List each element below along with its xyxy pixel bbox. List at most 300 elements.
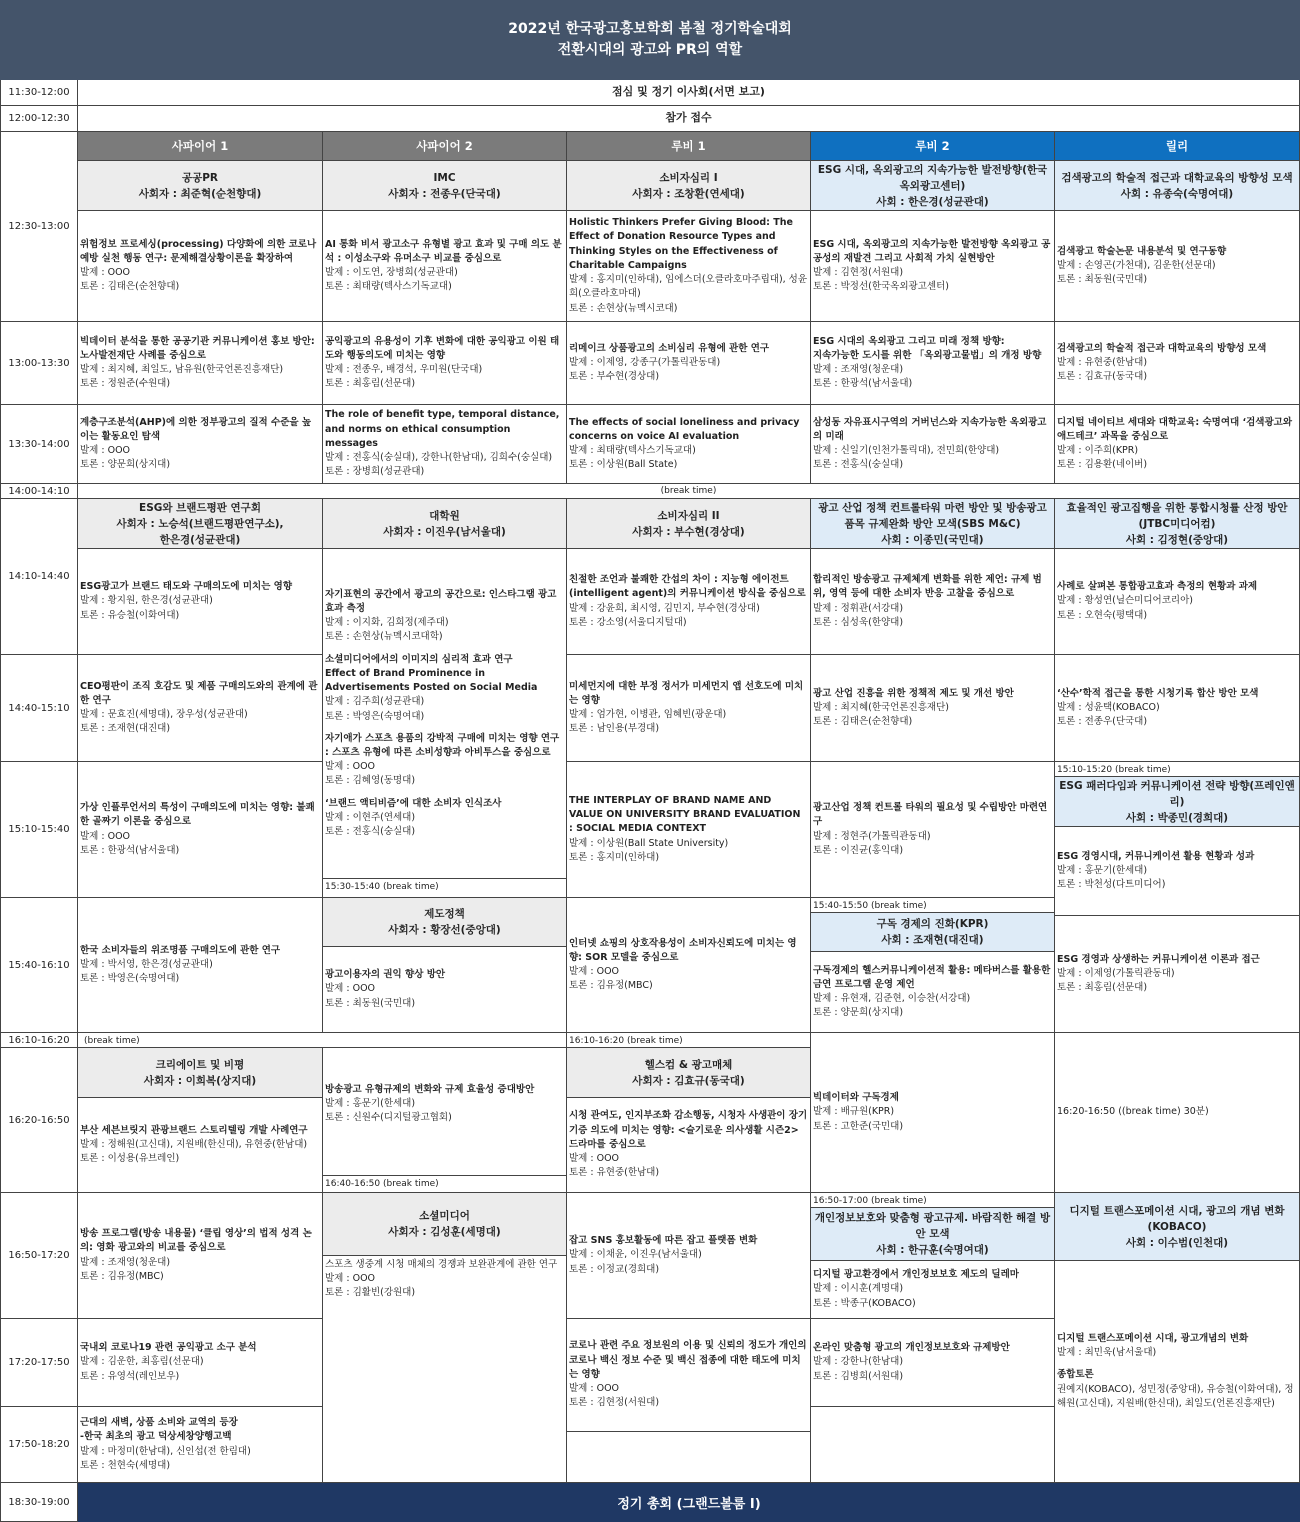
time-slot: 18:30-19:00 (0, 1483, 78, 1522)
paper-title: 국내외 코로나19 관련 공익광고 소구 분석 (80, 1342, 257, 1354)
presentation (567, 655, 811, 762)
page-title: 2022년 한국광고홍보학회 봄철 정기학술대회 (508, 21, 792, 37)
paper-title: 방송광고 유형규제의 변화와 규제 효율성 증대방안 (325, 1083, 535, 1095)
session-header (567, 161, 811, 211)
presenter: 발제 : 조재영(청운대) (80, 1256, 171, 1268)
presentation (323, 322, 567, 405)
discussant: 토론 : 김용환(네이버) (1057, 459, 1148, 471)
break-row (323, 1176, 567, 1193)
presenter: 발제 : 배규원(KPR) (813, 1106, 895, 1118)
time-slot: 15:10-15:40 (0, 762, 78, 898)
paper-subtitle: -한국 최초의 광고 덕상세창양행고백 (80, 1431, 232, 1443)
paper-title: 공익광고의 유용성이 기후 변화에 대한 공익광고 이원 태도와 행동의도에 미치는 영향 (325, 335, 560, 361)
presenter: 발제 : 정해원(고신대), 지원배(한신대), 유현중(한남대) (80, 1138, 308, 1150)
presentation (323, 1033, 567, 1176)
discussant: 토론 : 부수현(경상대) (569, 371, 660, 383)
moderator: 사회자 : 노승석(브랜드평판연구소), (116, 517, 284, 530)
paper-title: 디지털 네이티브 세대와 대학교육: 숙명여대 ‘검색광고와 애드테크’ 과목을 중심으로 (1057, 416, 1293, 442)
moderator: 사회 : 이종민(국민대) (881, 533, 984, 546)
presenter: 발제 : OOO (569, 1383, 620, 1395)
time-slot: 14:00-14:10 (0, 484, 78, 499)
paper-title: 사례로 살펴본 통합광고효과 측정의 현황과 과제 (1057, 581, 1258, 593)
track-header: 사파이어 1 (78, 132, 323, 161)
paper-title: 스포츠 생중계 시청 매체의 경쟁과 보완관계에 관한 연구 (325, 1259, 558, 1270)
presenter: 발제 : 전홍식(숭실대), 강한나(한남대), 김희수(숭실대) (325, 452, 553, 464)
session-header (323, 1193, 567, 1256)
session-title: 헬스컴 & 광고매체 (644, 1058, 733, 1071)
session-title: 개인정보보호와 맞춤형 광고규제. 바람직한 해결 방안 모색 (814, 1212, 1051, 1240)
break-label: 15:30-15:40 (break time) (325, 882, 439, 892)
presenter: 발제 : 이주희(KPR) (1057, 445, 1139, 456)
time-slot: 16:50-17:20 (0, 1193, 78, 1319)
paper-title: 합리적인 방송광고 규제체계 변화를 위한 제언: 규제 범위, 영역 등에 대한 소비자 반응 고찰을 중심으로 (813, 574, 1042, 600)
presentation (78, 655, 323, 762)
presenter: 발제 : 문효진(세명대), 장우성(성균관대) (80, 709, 248, 720)
discussant: 토론 : 김활빈(강원대) (325, 1287, 416, 1299)
presenter: 발제 : 유현중(한남대) (1057, 356, 1148, 368)
paper-title: Holistic Thinkers Prefer Giving Blood: The Effect of Donation Resource Types and Thinking Styles on the Effectiveness of Charitable Campaigns (569, 217, 793, 271)
session-title: 효율적인 광고집행을 위한 통합시청률 산정 방안(JTBC미디어컴) (1066, 501, 1288, 530)
time-slot: 12:00-12:30 (0, 106, 78, 132)
presenter: 발제 : 정휘관(서강대) (813, 602, 904, 614)
presentation (811, 322, 1055, 405)
session-header (323, 161, 567, 211)
paper-title: 광고이용자의 권익 향상 방안 (325, 969, 446, 981)
discussant: 토론 : 심성욱(한양대) (813, 616, 904, 628)
break-label: 16:20-16:50 ((break time) 30분) (1057, 1106, 1209, 1118)
paper-subtitle: 지속가능한 도시를 위한 「옥외광고물법」의 개정 방향 (813, 349, 1042, 361)
paper-title: 디지털 트랜스포메이션 시대, 광고개념의 변화 (1057, 1332, 1249, 1344)
presenter: 발제 : 이현주(연세대) (325, 811, 416, 823)
discussant: 토론 : 오현숙(평택대) (1057, 609, 1148, 621)
presentation (811, 1319, 1055, 1407)
presenter: 발제 : 김주희(성균관대) (325, 696, 425, 708)
presenter: 발제 : 전종우, 배경석, 우미원(단국대) (325, 364, 483, 375)
discussant: 토론 : 이정교(경희대) (569, 1263, 660, 1275)
paper-title: 인터넷 쇼핑의 상호작용성이 소비자신뢰도에 미치는 영향: SOR 모델을 중심으로 (569, 937, 797, 963)
break-row (1055, 762, 1300, 777)
break-cell (1055, 1033, 1300, 1193)
paper-title: 온라인 맞춤형 광고의 개인정보보호와 규제방안 (813, 1342, 1010, 1354)
session-title: 구독 경제의 진화(KPR) (876, 918, 989, 930)
discussant: 토론 : 김유정(MBC) (569, 980, 653, 992)
paper-title: 리메이크 상품광고의 소비심리 유형에 관한 연구 (569, 342, 770, 354)
registration-row (78, 106, 1300, 132)
session-header (1055, 777, 1300, 827)
session-header (811, 913, 1055, 952)
general-discussion-label: 종합토론 (1057, 1369, 1094, 1381)
paper-title: 한국 소비자들의 위조명품 구매의도에 관한 연구 (80, 944, 281, 956)
moderator: 사회 : 한규훈(숙명여대) (876, 1244, 989, 1256)
presentation (567, 549, 811, 655)
discussant: 토론 : 천현숙(세명대) (80, 1459, 171, 1471)
paper-title: ESG 경영시대, 커뮤니케이션 활용 현황과 성과 (1057, 850, 1255, 862)
session-header (78, 499, 323, 549)
presenter: 발제 : 최민욱(남서울대) (1057, 1347, 1157, 1359)
page-header (0, 0, 1300, 80)
session-title: IMC (433, 171, 456, 184)
paper-title: 빅데이터 분석을 통한 공공기관 커뮤니케이션 홍보 방안: 노사발전재단 사례를 중심으로 (80, 335, 315, 361)
paper-title: 삼성동 자유표시구역의 거버넌스와 지속가능한 옥외광고의 미래 (813, 416, 1047, 442)
discussant: 토론 : 김효규(동국대) (1057, 371, 1148, 383)
presentation (78, 322, 323, 405)
session-title: ESG와 브랜드평판 연구회 (139, 501, 261, 514)
moderator: 사회 : 조재현(대진대) (881, 934, 984, 946)
paper-title: 근대의 새벽, 상품 소비와 교역의 등장 (80, 1417, 238, 1429)
empty-cell (567, 1432, 811, 1483)
paper-title: 검색광고 학술논문 내용분석 및 연구동향 (1057, 245, 1227, 257)
presenter: 발제 : 성윤택(KOBACO) (1057, 701, 1160, 713)
discussant: 토론 : 김현정(서원대) (569, 1397, 660, 1409)
presentation (1055, 549, 1300, 655)
presentation (567, 211, 811, 322)
moderator: 사회자 : 전종우(단국대) (388, 187, 501, 200)
paper-title: ESG 시대, 옥외광고의 지속가능한 발전방향 옥외광고 공공성의 재발견 그리고 사회적 가치 실현방안 (813, 238, 1051, 264)
time-slot: 15:40-16:10 (0, 898, 78, 1033)
time-slot: 14:10-14:40 (0, 499, 78, 655)
presentation (78, 1193, 323, 1319)
discussant: 토론 : 고한준(국민대) (813, 1120, 904, 1132)
track-header: 릴리 (1055, 132, 1300, 161)
presentation (811, 1033, 1055, 1193)
session-header (1055, 161, 1300, 211)
presenter: 발제 : 강윤희, 최시영, 김민지, 부수현(경상대) (569, 602, 760, 614)
presenter: 발제 : 유현재, 김준현, 이승찬(서강대) (813, 993, 971, 1004)
paper-title: The role of benefit type, temporal distance, and norms on ethical consumption messages (325, 409, 560, 449)
presentation (811, 549, 1055, 655)
paper-title: ESG광고가 브랜드 태도와 구매의도에 미치는 영향 (80, 581, 293, 593)
discussant: 토론 : 정원준(수원대) (80, 378, 171, 390)
paper-title: 시청 관여도, 인지부조화 감소행동, 시청자 사생관이 장기기증 의도에 미치는 영향: <슬기로운 의사생활 시즌2> 드라마를 중심으로 (569, 1110, 808, 1150)
presentation (78, 762, 323, 898)
spacer (325, 724, 564, 732)
break-row (323, 879, 567, 898)
session-header (78, 161, 323, 211)
presentation (78, 549, 323, 655)
presenter: 발제 : 엄가현, 이병관, 임혜빈(광운대) (569, 709, 727, 720)
moderator: 사회 : 이수범(인천대) (1125, 1236, 1229, 1249)
presentation (323, 405, 567, 484)
lunch-label: 점심 및 정기 이사회(서면 보고) (612, 85, 765, 99)
presentation (1055, 405, 1300, 484)
session-header (811, 499, 1055, 549)
presenter: 발제 : 이시훈(계명대) (813, 1283, 904, 1295)
time-slot: 16:10-16:20 (0, 1033, 78, 1048)
presentation (567, 1193, 811, 1319)
session-header (323, 898, 567, 947)
presenter: 발제 : OOO (325, 1273, 376, 1285)
discussant: 토론 : 최홍림(선문대) (1057, 982, 1148, 994)
discussant: 토론 : 최태량(텍사스기독교대) (325, 281, 452, 293)
discussant: 토론 : 김혜영(동명대) (325, 775, 416, 787)
presenter: 발제 : OOO (80, 830, 131, 842)
presenter: 발제 : OOO (569, 1153, 620, 1165)
presenter: 발제 : 황지원, 한은경(성균관대) (80, 595, 213, 607)
paper-title: 광고 산업 진흥을 위한 정책적 제도 및 개선 방안 (813, 687, 1014, 699)
presenter: 발제 : 이채윤, 이진우(남서울대) (569, 1249, 702, 1261)
presentation (78, 405, 323, 484)
presenter: 발제 : OOO (569, 966, 620, 977)
presenter: 발제 : 이지화, 김희정(제주대) (325, 617, 449, 629)
paper-subtitle: : SOCIAL MEDIA CONTEXT (569, 823, 707, 835)
break-label: (break time) (660, 485, 717, 496)
session-title: 디지털 트랜스포메이션 시대, 광고의 개념 변화(KOBACO) (1069, 1204, 1285, 1233)
moderator: 사회자 : 김효규(동국대) (632, 1074, 745, 1087)
time-slot: 17:20-17:50 (0, 1319, 78, 1407)
paper-title: 자기애가 스포츠 용품의 강박적 구매에 미치는 영향 연구 : 스포츠 유형에 따른 소비성향과 아비투스을 중심으로 (325, 732, 560, 758)
presenter: 발제 : 손영곤(가천대), 김운한(선문대) (1057, 259, 1216, 271)
spacer (325, 789, 564, 797)
paper-title: 광고산업 정책 컨트롤 타워의 필요성 및 수립방안 마련연구 (813, 802, 1048, 828)
presenter: 발제 : 홍지미(인하대), 임에스더(오클라호마주립대), 성윤희(오클라호마대) (569, 274, 808, 300)
session-header (78, 1048, 323, 1098)
presentation (811, 952, 1055, 1033)
presenter: 발제 : OOO (325, 983, 376, 995)
presenter: 발제 : 최태량(텍사스기독교대) (569, 445, 696, 456)
moderator: 사회 : 김정현(중앙대) (1125, 533, 1229, 546)
presentation (1055, 655, 1300, 762)
time-slot: 17:50-18:20 (0, 1407, 78, 1483)
break-label: 16:50-17:00 (break time) (813, 1196, 927, 1206)
discussant: 토론 : 이진균(홍익대) (813, 844, 904, 856)
break-label: (break time) (84, 1036, 140, 1046)
presenter: 발제 : 황성연(닐슨미디어코리아) (1057, 595, 1193, 607)
session-title: 소비자심리 II (657, 509, 720, 522)
discussant: 토론 : 홍지미(인하대) (569, 851, 660, 863)
discussant: 토론 : 장병희(성균관대) (325, 466, 425, 478)
discussant: 토론 : 한광석(남서울대) (80, 844, 180, 856)
discussant: 토론 : 전홍식(숭실대) (813, 459, 904, 471)
presentation (1055, 1261, 1300, 1483)
presenter: 발제 : 이제영, 강종구(가톨릭관동대) (569, 356, 721, 368)
presentation (78, 211, 323, 322)
time-slot: 12:30-13:00 (0, 132, 78, 322)
spacer (325, 645, 564, 653)
discussant: 토론 : 양문희(상지대) (813, 1007, 904, 1019)
presentation (78, 1407, 323, 1483)
moderator: 사회자 : 조창환(연세대) (632, 187, 745, 200)
paper-title: 미세먼지에 대한 부정 정서가 미세먼지 앱 선호도에 미치는 영향 (569, 680, 804, 706)
discussant: 토론 : 남인용(부경대) (569, 723, 660, 735)
discussant: 토론 : 전종우(단국대) (1057, 716, 1148, 728)
discussant: 토론 : 강소영(서울디지털대) (569, 616, 687, 628)
session-header (323, 499, 567, 549)
presenter: 발제 : 최지혜(한국언론진흥재단) (813, 701, 949, 713)
discussant: 토론 : 조재현(대진대) (80, 723, 171, 735)
assembly-label: 정기 총회 (그랜드볼룸 I) (617, 1497, 761, 1512)
moderator: 사회자 : 최준혁(순천향대) (138, 187, 262, 200)
session-title: 소비자심리 I (659, 171, 718, 184)
presenter: 발제 : OOO (80, 267, 131, 278)
session-title: 공공PR (181, 171, 219, 184)
time-slot: 16:20-16:50 (0, 1048, 78, 1193)
discussant: 토론 : 유승철(이화여대) (80, 609, 180, 621)
break-row (78, 484, 1300, 499)
presenter: 발제 : 김현정(서원대) (813, 267, 904, 278)
general-assembly-bar (78, 1483, 1300, 1522)
presentation (1055, 827, 1300, 916)
paper-title: ‘브랜드 액티비즘’에 대한 소비자 인식조사 (325, 797, 502, 809)
discussant: 토론 : 손현상(뉴멕시코대학) (325, 631, 443, 643)
discussant: 토론 : 김태은(순천향대) (813, 716, 913, 728)
presentation (323, 1256, 567, 1483)
presentation (78, 898, 323, 1033)
paper-title: AI 통화 비서 광고소구 유형별 광고 효과 및 구매 의도 분석 : 이성소구와 유머소구 비교를 중심으로 (325, 238, 562, 264)
paper-title: 부산 세븐브릿지 관광브랜드 스토리텔링 개발 사례연구 (80, 1124, 308, 1136)
paper-title: ESG 시대의 옥외광고 그리고 미래 정책 방향: (813, 335, 1005, 347)
presenter: 발제 : 이도연, 장병희(성균관대) (325, 267, 458, 278)
spacer (1057, 1360, 1297, 1368)
presenter: 발제 : 이상원(Ball State University) (569, 837, 729, 849)
presenter: 발제 : 박서영, 한은경(성균관대) (80, 958, 213, 970)
paper-title: 코로나 관련 주요 정보원의 이용 및 신뢰의 정도가 개인의 코로나 백신 정보 수준 및 백신 접종에 대한 태도에 미치는 영향 (569, 1340, 807, 1380)
paper-title: 계층구조분석(AHP)에 의한 정부광고의 질적 수준을 높이는 활동요인 탐색 (80, 416, 312, 442)
paper-title: CEO평판이 조직 호감도 및 제품 구매의도와의 관계에 관한 연구 (80, 680, 318, 706)
session-header (811, 1208, 1055, 1261)
discussant: 토론 : 박영은(숙명여대) (80, 973, 180, 985)
paper-title: 검색광고의 학술적 접근과 대학교육의 방향성 모색 (1057, 342, 1267, 354)
presenter: 발제 : 김운한, 최홍림(선문대) (80, 1356, 204, 1368)
lunch-row (78, 80, 1300, 106)
discussant: 권예지(KOBACO), 성민정(중앙대), 유승철(이화여대), 정해원(고신대), 지원배(한신대), 최일도(언론진흥재단) (1057, 1383, 1294, 1409)
session-title: 광고 산업 정책 컨트롤타워 마련 방안 및 방송광고 품목 규제완화 방안 모색(SBS M&C) (818, 501, 1047, 530)
presentation (567, 322, 811, 405)
break-label: 16:10-16:20 (break time) (569, 1036, 683, 1046)
paper-title: 구독경제의 헬스커뮤니케이션적 활용: 메타버스를 활용한 금연 프로그램 운영 제언 (813, 964, 1051, 990)
paper-title: 디지털 광고환경에서 개인정보보호 제도의 딜레마 (813, 1269, 1019, 1281)
paper-title: 잡고 SNS 홍보활동에 따른 잡고 플랫폼 변화 (569, 1235, 758, 1247)
moderator: 사회자 : 이진우(남서울대) (383, 525, 506, 538)
paper-title: 소셜미디어에서의 이미지의 심리적 효과 연구 (325, 653, 513, 665)
moderator: 사회자 : 부수현(경상대) (632, 525, 745, 538)
presenter: 발제 : 최지혜, 최일도, 남유원(한국언론진흥재단) (80, 364, 284, 375)
moderator: 사회자 : 황장선(중앙대) (388, 924, 501, 936)
presenter: 발제 : 조재영(청운대) (813, 364, 904, 375)
track-header: 루비 2 (811, 132, 1055, 161)
session-header (567, 499, 811, 549)
presentation (567, 405, 811, 484)
break-label: 15:10-15:20 (break time) (1057, 765, 1171, 775)
presenter: 발제 : OOO (80, 445, 131, 456)
moderator: 사회자 : 김성훈(세명대) (388, 1226, 501, 1238)
track-header: 루비 1 (567, 132, 811, 161)
presentation (811, 655, 1055, 762)
discussant: 토론 : 손현상(뉴멕시코대) (569, 302, 678, 314)
discussant: 토론 : 박영은(숙명여대) (325, 710, 425, 722)
discussant: 토론 : 최동원(국민대) (325, 997, 416, 1009)
paper-title: 자기표현의 공간에서 광고의 공간으로: 인스타그램 광고효과 측정 (325, 588, 557, 615)
presentation (78, 1098, 323, 1193)
time-slot: 14:40-15:10 (0, 655, 78, 762)
presentation (1055, 916, 1300, 1033)
session-title: 제도정책 (424, 908, 465, 920)
discussant: 토론 : 유영석(레인보우) (80, 1370, 180, 1382)
session-title: ESG 시대, 옥외광고의 지속가능한 발전방향(한국옥외광고센터) (817, 163, 1048, 192)
page-subtitle: 전환시대의 광고와 PR의 역할 (557, 42, 743, 58)
discussant: 토론 : 최홍림(선문대) (325, 378, 416, 390)
break-row (811, 898, 1055, 913)
session-title: 크리에이트 및 비평 (155, 1058, 245, 1071)
discussant: 토론 : 한광석(남서울대) (813, 378, 913, 390)
paper-title: 위험정보 프로세싱(processing) 다양화에 의한 코로나 예방 실천 행동 연구: 문제해결상황이론을 확장하여 (80, 238, 317, 264)
session-title: 검색광고의 학술적 접근과 대학교육의 방향성 모색 (1061, 171, 1293, 184)
paper-title: 방송 프로그램(방송 내용물) ‘클립 영상’의 법적 성격 논의: 영화 광고와의 비교를 중심으로 (80, 1228, 312, 1254)
presentation (1055, 211, 1300, 322)
presenter: 발제 : 마정미(한남대), 신인섭(전 한림대) (80, 1445, 251, 1457)
presentation (811, 405, 1055, 484)
discussant: 토론 : 김태은(순천향대) (80, 281, 180, 293)
discussant: 토론 : 최동원(국민대) (1057, 274, 1148, 286)
paper-title: The effects of social loneliness and privacy concerns on voice AI evaluation (569, 416, 800, 442)
track-header: 사파이어 2 (323, 132, 567, 161)
discussant: 토론 : 이상원(Ball State) (569, 459, 678, 471)
discussant: 토론 : 김유정(MBC) (80, 1270, 164, 1282)
presenter: 발제 : 이제영(가톨릭관동대) (1057, 967, 1175, 979)
paper-title: ‘산수’학적 접근을 통한 시청기록 합산 방안 모색 (1057, 687, 1259, 699)
moderator: 사회 : 유종숙(숙명여대) (1120, 187, 1234, 200)
break-row (811, 1193, 1055, 1208)
time-slot: 13:00-13:30 (0, 322, 78, 405)
time-slot: 13:30-14:00 (0, 405, 78, 484)
session-header (1055, 1193, 1300, 1261)
presentation (567, 1319, 811, 1432)
paper-subtitle: Effect of Brand Prominence in Advertisements Posted on Social Media (325, 667, 538, 694)
presentation (1055, 322, 1300, 405)
paper-title: ESG 경영과 상생하는 커뮤니케이션 이론과 접근 (1057, 953, 1260, 965)
session-header (811, 161, 1055, 211)
discussant: 토론 : 양문희(상지대) (80, 459, 171, 471)
discussant: 토론 : 김병희(서원대) (813, 1370, 904, 1382)
presentation (323, 211, 567, 322)
session-header (567, 1048, 811, 1098)
registration-label: 참가 접수 (665, 111, 712, 125)
session-title: ESG 패러다임과 커뮤니케이션 전략 방향(프레인앤리) (1059, 779, 1295, 808)
time-slot: 11:30-12:00 (0, 80, 78, 106)
discussant: 토론 : 전홍식(숭실대) (325, 825, 416, 837)
moderator: 사회자 : 이희복(상지대) (143, 1074, 257, 1087)
discussant: 토론 : 박종구(KOBACO) (813, 1297, 916, 1309)
discussant: 토론 : 박천성(다트미디어) (1057, 879, 1166, 891)
paper-title: THE INTERPLAY OF BRAND NAME AND VALUE ON UNIVERSITY BRAND EVALUATION (569, 794, 801, 821)
presenter: 발제 : 홍문기(한세대) (325, 1097, 416, 1109)
presentation (323, 947, 567, 1033)
presentation (567, 1098, 811, 1193)
empty-cell (811, 1407, 1055, 1483)
presentation (567, 898, 811, 1033)
presentation (811, 1261, 1055, 1319)
presentation-group (323, 549, 567, 879)
discussant: 토론 : 신원수(디지털광고협회) (325, 1112, 452, 1124)
break-label: 15:40-15:50 (break time) (813, 901, 927, 911)
paper-title: 빅데이터와 구독경제 (813, 1092, 899, 1104)
presenter: 발제 : 홍문기(한세대) (1057, 864, 1148, 876)
session-title: 대학원 (429, 509, 460, 522)
paper-title: 친절한 조언과 불쾌한 간섭의 차이 : 지능형 에이전트(intelligent agent)의 커뮤니케이션 방식을 중심으로 (569, 574, 806, 600)
session-header (1055, 499, 1300, 549)
presenter: 발제 : 강한나(한남대) (813, 1356, 904, 1368)
break-row (567, 1033, 811, 1048)
moderator: 한은경(성균관대) (159, 533, 241, 546)
presenter: 발제 : OOO (325, 761, 376, 773)
break-label: 16:40-16:50 (break time) (325, 1179, 439, 1189)
presentation (567, 762, 811, 898)
moderator: 사회 : 박종민(경희대) (1125, 811, 1229, 824)
presenter: 발제 : 정현주(가톨릭관동대) (813, 830, 931, 842)
presentation (811, 762, 1055, 898)
discussant: 토론 : 유현중(한남대) (569, 1167, 660, 1179)
moderator: 사회 : 한은경(성균관대) (876, 195, 989, 208)
paper-title: 가상 인플루언서의 특성이 구매의도에 미치는 영향: 불쾌한 골짜기 이론을 중심으로 (80, 802, 315, 828)
